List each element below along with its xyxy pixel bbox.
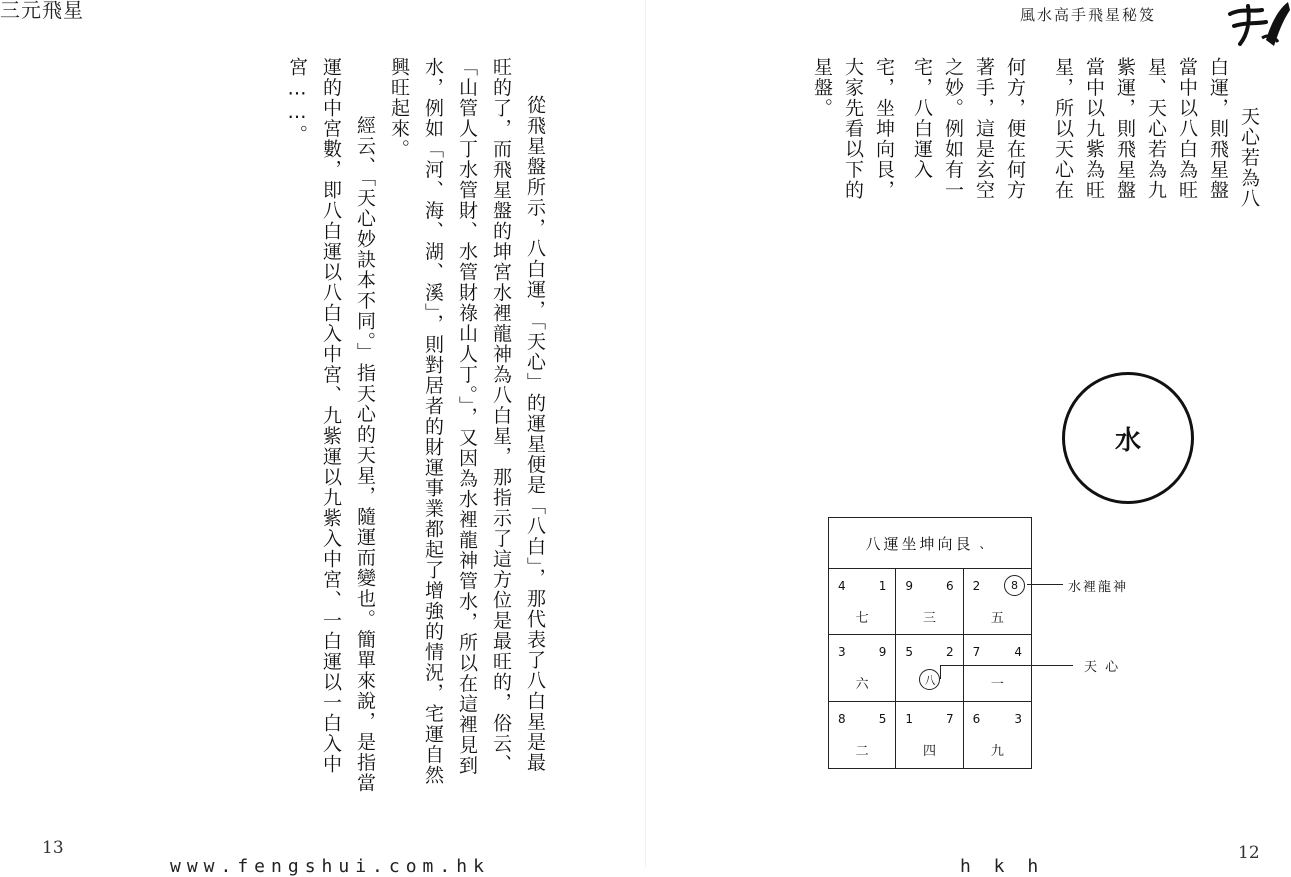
tian-xin-leader-line (940, 665, 1073, 666)
water-star: 2 (946, 645, 954, 660)
right-col-6: 當中以九紫為旺 (1083, 57, 1105, 201)
mountain-star: 2 (972, 579, 981, 593)
right-col-2: 白運，則飛星盤 (1207, 57, 1229, 201)
left-paragraph-col-3: 「山管人丁水管財、水管財祿山人丁。」，又因為水裡龍神管水，所以在這裡見到 (456, 57, 478, 776)
right-page-header: 風水高手飛星秘笈 (1020, 6, 1157, 24)
water-star: 9 (878, 645, 887, 660)
chart-cell-n (896, 569, 963, 635)
water-star: 7 (946, 711, 954, 726)
base-star: 五 (990, 611, 1004, 626)
base-star: 六 (855, 677, 869, 693)
chart-cell-center (896, 635, 963, 701)
water-dragon-label: 水裡龍神 (1068, 580, 1129, 595)
right-col-7: 星，所以天心在 (1052, 57, 1074, 201)
water-star: 4 (1014, 645, 1022, 660)
left-page-url: www.fengshui.com.hk (170, 856, 490, 877)
mountain-star: 5 (905, 645, 913, 660)
left-paragraph-col-8: 宮……。 (286, 57, 308, 145)
base-star: 九 (990, 743, 1004, 759)
chart-title-mark: 、 (979, 536, 995, 551)
mountain-star: 1 (905, 711, 913, 726)
left-page-header: 三元飛星 (0, 0, 84, 22)
right-col-5: 紫運，則飛星盤 (1114, 57, 1136, 201)
tian-xin-star-circled: 八 (919, 669, 940, 690)
right-col-11: 宅，八白運入 (911, 57, 933, 180)
water-star: 3 (1014, 711, 1022, 726)
mountain-star: 9 (905, 579, 913, 593)
right-col-3: 當中以八白為旺 (1176, 57, 1198, 201)
tian-xin-label: 天 心 (1084, 660, 1121, 675)
right-col-1: 天心若為八 (1238, 86, 1260, 209)
base-star: 四 (922, 743, 936, 759)
water-symbol: 水 (1114, 425, 1141, 456)
left-paragraph-col-5: 興旺起來。 (388, 57, 410, 160)
base-star: 一 (990, 677, 1004, 693)
left-paragraph-col-2: 旺的了，而飛星盤的坤宮水裡龍神為八白星，那指示了這方位是最旺的，俗云、 (490, 57, 512, 775)
left-paragraph-col-4: 水，例如「河、海、湖、溪」，則對居者的財運事業都起了增強的情況，宅運自然 (422, 57, 444, 786)
right-col-12: 宅，坐坤向艮， (873, 57, 895, 201)
chart-cell-ne (964, 569, 1031, 635)
chart-cell-sw (829, 702, 896, 768)
water-circle-figure (1062, 372, 1194, 504)
left-paragraph-col-1: 從飛星盤所示，八白運，「天心」的運星便是「八白」，那代表了八白星是最 (524, 95, 546, 773)
mountain-star: 3 (838, 645, 846, 660)
water-dragon-star-circled: 8 (1004, 575, 1025, 596)
right-col-13: 大家先看以下的 (842, 57, 864, 201)
right-col-14: 星盤。 (811, 57, 833, 119)
chart-cell-e (964, 635, 1031, 701)
left-paragraph-col-6: 經云、「天心妙訣本不同。」指天心的天星，隨運而變也。簡單來說，是指當 (354, 95, 376, 794)
tian-xin-leader-vertical (940, 665, 941, 679)
right-col-8: 何方，便在何方 (1004, 57, 1026, 201)
right-page-number: 12 (1238, 843, 1260, 863)
left-paragraph-col-7: 運的中宮數，即八白運以八白入中宮、九紫運以九紫入中宮、一白運以一白入中 (320, 57, 342, 775)
chart-cell-se (964, 702, 1031, 768)
right-page-url-fragment: h k h (960, 856, 1045, 877)
right-col-9: 著手，這是玄空 (973, 57, 995, 201)
mountain-star: 8 (838, 711, 846, 726)
brush-calligraphy-logo (1222, 0, 1291, 50)
chart-cell-s (896, 702, 963, 768)
left-page-number: 13 (42, 838, 64, 858)
chart-title (829, 518, 1031, 568)
mountain-star: 4 (838, 579, 846, 593)
mountain-star: 6 (972, 711, 981, 726)
base-star: 三 (922, 611, 936, 626)
chart-grid (829, 568, 1031, 768)
right-col-10: 之妙。例如有一 (942, 57, 964, 201)
water-star: 6 (946, 579, 954, 593)
mountain-star: 7 (972, 645, 981, 660)
base-star: 二 (855, 743, 869, 759)
chart-title-text: 八運坐坤向艮 (865, 534, 974, 553)
right-col-4: 星、天心若為九 (1145, 57, 1167, 201)
water-star: 1 (878, 579, 887, 593)
chart-cell-w (829, 635, 896, 701)
flying-star-chart (828, 517, 1032, 769)
base-star: 七 (855, 611, 869, 626)
water-dragon-leader-line (1027, 584, 1063, 585)
page-gutter (645, 0, 646, 867)
chart-cell-nw (829, 569, 896, 635)
water-star: 5 (878, 711, 887, 726)
